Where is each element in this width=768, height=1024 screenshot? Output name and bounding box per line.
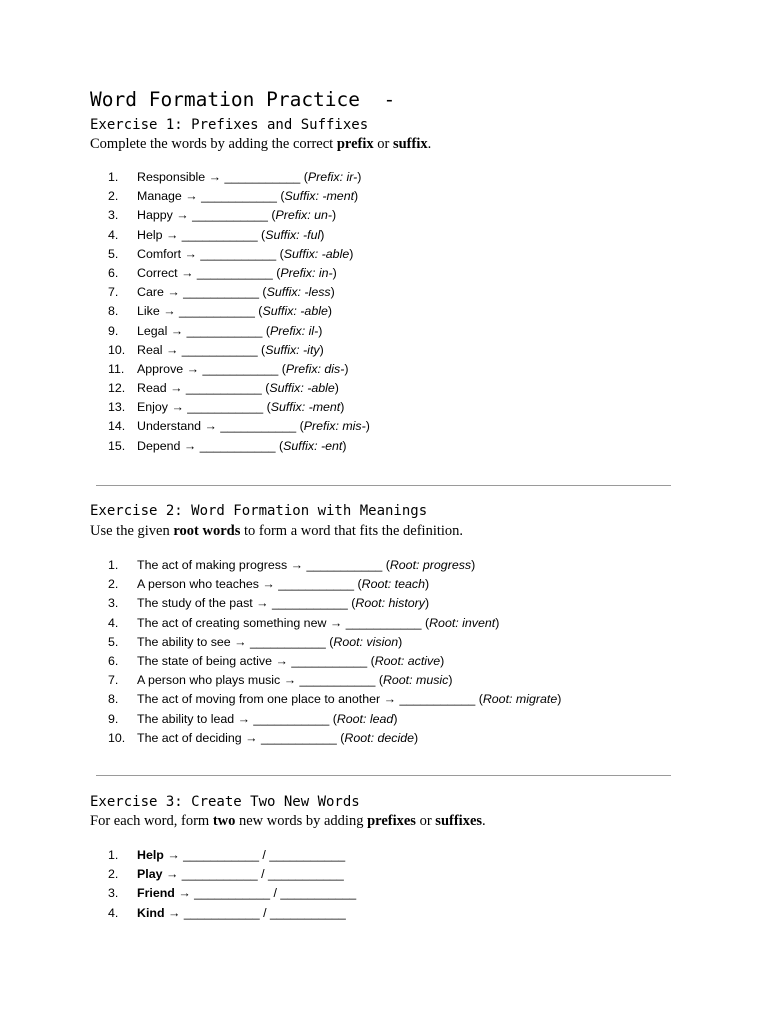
arrow-icon: →	[170, 323, 184, 338]
arrow-icon: →	[165, 342, 179, 357]
item-word: The act of making progress	[137, 558, 288, 572]
item-hint: Suffix: -ment	[284, 189, 355, 204]
item-word: Comfort	[137, 246, 182, 261]
item-number: 12.	[108, 381, 126, 396]
answer-blank: ___________	[181, 227, 258, 242]
answer-blank: ___________	[192, 208, 268, 223]
item-body	[137, 283, 335, 302]
hint-close: )	[320, 227, 325, 242]
answer-blank: ___________	[202, 361, 279, 376]
item-hint: Prefix: il-	[270, 323, 319, 338]
hint-open: (	[266, 400, 271, 415]
hint-close: )	[448, 673, 453, 688]
item-body	[137, 302, 332, 321]
exercise-2-heading: Exercise 2: Word Formation with Meanings	[90, 503, 428, 519]
item-word: A person who plays music	[137, 673, 281, 688]
item-hint: Suffix: -ment	[270, 400, 341, 415]
section-divider	[96, 485, 671, 486]
arrow-icon: →	[170, 381, 183, 396]
item-number: 4.	[108, 615, 119, 630]
hint-close: )	[332, 265, 337, 280]
arrow-icon: →	[165, 227, 179, 242]
hint-open: (	[303, 170, 308, 184]
hint-close: )	[495, 615, 500, 630]
item-number: 4.	[108, 227, 119, 242]
item-word: The study of the past	[137, 596, 253, 611]
hint-close: )	[332, 208, 337, 223]
separator: /	[263, 905, 267, 920]
hint-open: (	[478, 692, 483, 707]
item-number: 5.	[108, 246, 119, 261]
item-hint: Root: decide	[344, 730, 414, 745]
hint-close: )	[344, 361, 349, 376]
item-hint: Suffix: -ity	[265, 342, 320, 357]
exercise-3-heading: Exercise 3: Create Two New Words	[90, 794, 360, 810]
hint-open: (	[370, 653, 375, 668]
hint-close: )	[318, 323, 323, 338]
item-number: 9.	[108, 323, 119, 338]
hint-open: (	[261, 227, 266, 242]
item-body	[137, 556, 475, 575]
item-word: Responsible	[137, 170, 206, 184]
item-number: 11.	[108, 361, 125, 376]
answer-blank: ___________	[201, 189, 277, 204]
item-body	[137, 710, 397, 729]
hint-open: (	[265, 381, 270, 396]
item-number: 6.	[108, 653, 119, 668]
exercise-1-instruction: Complete the words by adding the correct prefix or suffix.	[90, 136, 432, 152]
answer-blank: ___________	[200, 246, 277, 261]
item-number: 8.	[108, 692, 119, 707]
arrow-icon: →	[329, 615, 343, 630]
item-body	[137, 575, 429, 594]
item-body	[137, 437, 346, 456]
hint-open: (	[265, 323, 271, 338]
hint-close: )	[557, 692, 562, 707]
hint-open: (	[299, 419, 304, 434]
answer-blank: ___________	[267, 867, 344, 882]
item-word: The ability to lead	[137, 711, 235, 726]
item-body	[137, 398, 344, 417]
item-body	[137, 417, 370, 436]
arrow-icon: →	[163, 304, 176, 319]
exercise-3-instruction: For each word, form two new words by adding prefixes or suffixes.	[90, 813, 486, 829]
hint-close: )	[342, 438, 347, 453]
arrow-icon: →	[181, 265, 194, 280]
hint-open: (	[276, 265, 281, 280]
hint-open: (	[280, 189, 285, 204]
item-body	[137, 614, 499, 633]
item-hint: Root: history	[355, 596, 425, 611]
item-hint: Root: invent	[429, 615, 496, 630]
item-word: Care	[137, 285, 164, 300]
hint-close: )	[349, 246, 354, 261]
arrow-icon: →	[256, 596, 269, 611]
hint-close: )	[398, 634, 403, 649]
answer-blank: ___________	[187, 400, 264, 415]
item-body	[137, 264, 337, 283]
item-word: The ability to see	[137, 634, 231, 649]
item-hint: Root: active	[374, 653, 441, 668]
hint-close: )	[330, 285, 335, 300]
answer-blank: ___________	[183, 848, 259, 862]
item-word: Depend	[137, 438, 181, 453]
item-word: Enjoy	[137, 400, 168, 415]
item-hint: Suffix: -able	[269, 381, 335, 396]
answer-blank: ___________	[261, 730, 337, 745]
arrow-icon: →	[167, 285, 180, 300]
arrow-icon: →	[204, 419, 217, 434]
hint-close: )	[354, 189, 359, 204]
hint-open: (	[357, 577, 362, 592]
answer-blank: ___________	[179, 304, 255, 319]
item-number: 7.	[108, 673, 119, 688]
item-word: Legal	[137, 323, 168, 338]
page-title: Word Formation Practice -	[90, 88, 396, 111]
hint-close: )	[334, 381, 339, 396]
item-body	[137, 594, 429, 613]
item-body	[137, 865, 344, 884]
hint-close: )	[365, 419, 370, 434]
section-divider	[96, 775, 671, 776]
answer-blank: ___________	[249, 634, 326, 649]
answer-blank: ___________	[183, 905, 260, 920]
arrow-icon: →	[186, 361, 199, 376]
answer-blank: ___________	[280, 886, 357, 901]
item-word: Friend	[137, 886, 175, 901]
item-number: 2.	[108, 577, 119, 592]
arrow-icon: →	[208, 170, 222, 184]
item-word: Help	[137, 227, 163, 242]
hint-open: (	[278, 438, 284, 453]
hint-open: (	[378, 673, 383, 688]
item-number: 2.	[108, 189, 119, 204]
answer-blank: ___________	[196, 265, 273, 280]
item-number: 3.	[108, 886, 119, 901]
hint-close: )	[319, 342, 324, 357]
answer-blank: ___________	[270, 905, 346, 920]
item-hint: Prefix: un-	[275, 208, 332, 223]
item-number: 1.	[108, 170, 119, 184]
item-hint: Suffix: -able	[262, 304, 328, 319]
item-hint: Root: vision	[333, 634, 399, 649]
item-number: 6.	[108, 265, 119, 280]
item-body	[137, 633, 402, 652]
answer-blank: ___________	[269, 848, 346, 862]
item-word: Kind	[137, 905, 165, 920]
item-hint: Prefix: mis-	[303, 419, 366, 434]
answer-blank: ___________	[253, 711, 330, 726]
item-word: Manage	[137, 189, 182, 204]
hint-open: (	[261, 342, 266, 357]
answer-blank: ___________	[345, 615, 422, 630]
item-number: 10.	[108, 730, 126, 745]
item-body	[137, 729, 418, 748]
hint-close: )	[327, 304, 333, 319]
answer-blank: ___________	[186, 323, 263, 338]
item-hint: Root: lead	[336, 711, 394, 726]
item-hint: Prefix: dis-	[285, 361, 345, 376]
answer-blank: ___________	[224, 170, 301, 184]
answer-blank: ___________	[199, 438, 276, 453]
hint-close: )	[471, 558, 476, 572]
arrow-icon: →	[290, 558, 303, 572]
item-word: Read	[137, 381, 167, 396]
answer-blank: ___________	[299, 673, 376, 688]
item-word: Understand	[137, 419, 202, 434]
item-body	[137, 206, 336, 225]
hint-close: )	[393, 711, 398, 726]
arrow-icon: →	[237, 711, 250, 726]
hint-open: (	[281, 361, 286, 376]
hint-open: (	[385, 558, 390, 572]
arrow-icon: →	[184, 246, 197, 261]
hint-open: (	[351, 596, 356, 611]
arrow-icon: →	[383, 692, 396, 707]
arrow-icon: →	[176, 208, 189, 223]
answer-blank: ___________	[399, 692, 476, 707]
item-number: 15.	[108, 438, 126, 453]
item-word: The act of deciding	[137, 730, 242, 745]
answer-blank: ___________	[181, 867, 258, 882]
hint-open: (	[332, 711, 337, 726]
item-hint: Root: progress	[389, 558, 472, 572]
item-hint: Root: teach	[361, 577, 425, 592]
item-body	[137, 671, 453, 690]
hint-open: (	[424, 615, 430, 630]
item-body	[137, 846, 345, 865]
item-body	[137, 341, 324, 360]
item-hint: Suffix: -able	[283, 246, 350, 261]
hint-open: (	[279, 246, 284, 261]
item-word: Play	[137, 867, 163, 882]
hint-close: )	[413, 730, 419, 745]
answer-blank: ___________	[185, 381, 262, 396]
answer-blank: ___________	[291, 653, 368, 668]
item-word: The act of moving from one place to another	[137, 692, 381, 707]
hint-close: )	[440, 653, 445, 668]
hint-open: (	[329, 634, 334, 649]
item-number: 5.	[108, 634, 119, 649]
item-word: A person who teaches	[137, 577, 259, 592]
arrow-icon: →	[275, 653, 288, 668]
item-body	[137, 884, 356, 903]
hint-close: )	[340, 400, 345, 415]
item-number: 14.	[108, 419, 126, 434]
answer-blank: ___________	[272, 596, 348, 611]
answer-blank: ___________	[181, 342, 258, 357]
answer-blank: ___________	[220, 419, 297, 434]
item-word: Help	[137, 848, 164, 862]
arrow-icon: →	[234, 634, 247, 649]
item-body	[137, 168, 361, 187]
hint-open: (	[271, 208, 276, 223]
item-number: 1.	[108, 558, 119, 572]
item-body	[137, 690, 561, 709]
item-number: 7.	[108, 285, 119, 300]
hint-close: )	[425, 577, 430, 592]
item-word: The state of being active	[137, 653, 273, 668]
answer-blank: ___________	[306, 558, 383, 572]
separator: /	[262, 848, 266, 862]
item-hint: Prefix: in-	[280, 265, 333, 280]
item-number: 2.	[108, 867, 119, 882]
item-hint: Suffix: -ful	[265, 227, 321, 242]
item-body	[137, 187, 358, 206]
item-body	[137, 360, 349, 379]
separator: /	[273, 886, 277, 901]
item-body	[137, 904, 346, 923]
arrow-icon: →	[283, 673, 297, 688]
hint-open: (	[340, 730, 345, 745]
exercise-2-instruction: Use the given root words to form a word that fits the definition.	[90, 523, 464, 539]
arrow-icon: →	[167, 848, 180, 862]
item-body	[137, 245, 353, 264]
arrow-icon: →	[165, 867, 179, 882]
arrow-icon: →	[167, 905, 181, 920]
separator: /	[261, 867, 265, 882]
arrow-icon: →	[262, 577, 275, 592]
item-number: 1.	[108, 848, 119, 862]
hint-close: )	[424, 596, 430, 611]
item-word: Real	[137, 342, 163, 357]
arrow-icon: →	[245, 730, 258, 745]
hint-open: (	[262, 285, 267, 300]
arrow-icon: →	[183, 438, 197, 453]
item-word: Approve	[137, 361, 184, 376]
item-hint: Root: migrate	[482, 692, 558, 707]
arrow-icon: →	[171, 400, 184, 415]
hint-open: (	[258, 304, 263, 319]
item-number: 9.	[108, 711, 119, 726]
item-word: The act of creating something new	[137, 615, 327, 630]
item-body	[137, 322, 322, 341]
item-hint: Suffix: -ent	[283, 438, 343, 453]
answer-blank: ___________	[194, 886, 270, 901]
item-number: 13.	[108, 400, 126, 415]
item-number: 3.	[108, 208, 119, 223]
item-body	[137, 379, 339, 398]
item-number: 3.	[108, 596, 119, 611]
arrow-icon: →	[178, 886, 191, 901]
item-number: 8.	[108, 304, 119, 319]
answer-blank: ___________	[183, 285, 259, 300]
item-body	[137, 652, 444, 671]
hint-close: )	[357, 170, 362, 184]
item-hint: Root: music	[382, 673, 449, 688]
arrow-icon: →	[185, 189, 198, 204]
item-word: Like	[137, 304, 160, 319]
item-hint: Prefix: ir-	[307, 170, 358, 184]
exercise-1-heading: Exercise 1: Prefixes and Suffixes	[90, 117, 369, 133]
answer-blank: ___________	[278, 577, 355, 592]
item-number: 4.	[108, 905, 119, 920]
item-word: Correct	[137, 265, 178, 280]
item-hint: Suffix: -less	[266, 285, 331, 300]
item-number: 10.	[108, 342, 126, 357]
item-word: Happy	[137, 208, 173, 223]
item-body	[137, 226, 324, 245]
